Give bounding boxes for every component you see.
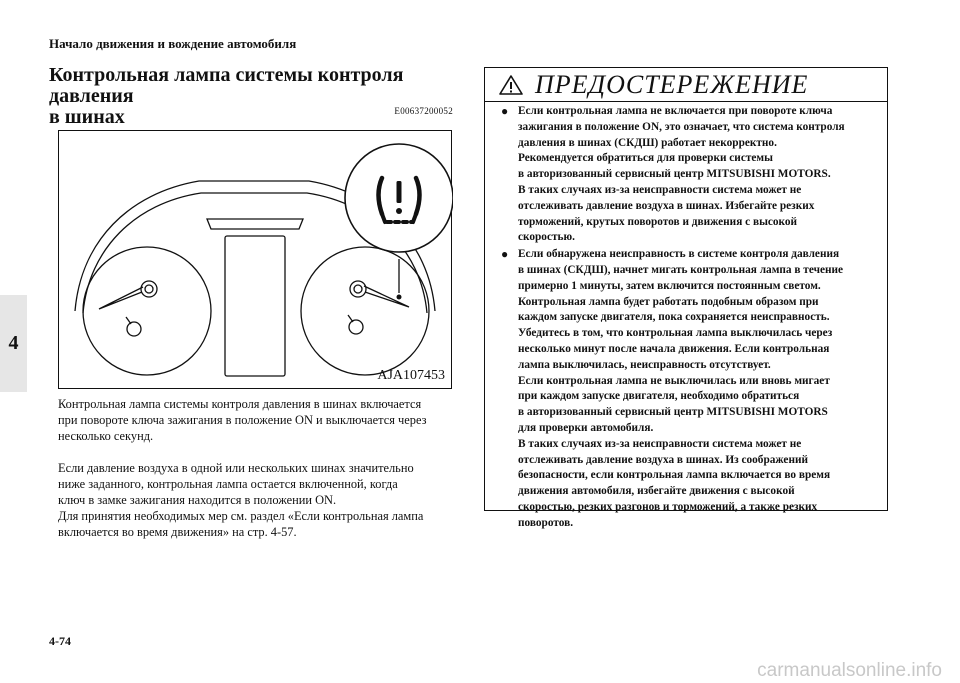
page-number: 4-74: [49, 634, 71, 648]
warning-line: Если контрольная лампа не выключилась или вновь мигает: [518, 374, 830, 387]
warning-item-1: [501, 104, 873, 246]
warning-line: поворотов.: [518, 516, 574, 529]
body-line: при повороте ключа зажигания в положение ON и выключается через: [58, 413, 427, 427]
warning-line: в авторизованный сервисный центр MITSUBISHI MOTORS: [518, 406, 828, 419]
warning-line: Если обнаружена неисправность в системе контроля давления: [518, 248, 840, 261]
warning-line: в шинах (СКДШ), начнет мигать контрольная лампа в течение: [518, 263, 843, 276]
section-title: [49, 65, 459, 128]
section-title-line1: Контрольная лампа системы контроля давления: [49, 64, 404, 107]
body-line: Если давление воздуха в одной или нескольких шинах значительно: [58, 461, 414, 475]
body-paragraph-1: [58, 396, 458, 444]
body-line: Контрольная лампа системы контроля давления в шинах включается: [58, 397, 422, 411]
warning-line: В таких случаях из-за неисправности система может не: [518, 437, 802, 450]
warning-line: отслеживать давление воздуха в шинах. Избегайте резких: [518, 199, 815, 212]
warning-line: Убедитесь в том, что контрольная лампа выключилась через: [518, 327, 833, 340]
body-line: Для принятия необходимых мер см. раздел «Если контрольная лампа: [58, 509, 424, 523]
warning-line: для проверки автомобиля.: [518, 421, 654, 434]
speedometer-gauge: [83, 247, 211, 375]
warning-title: ПРЕДОСТЕРЕЖЕНИЕ: [535, 70, 809, 99]
figure-label: AJA107453: [377, 368, 445, 383]
warning-line: безопасности, если контрольная лампа включается во время: [518, 469, 831, 482]
warning-line: несколько минут после начала движения. Если контрольная: [518, 342, 830, 355]
warning-line: В таких случаях из-за неисправности система может не: [518, 183, 802, 196]
body-line: включается во время движения» на стр. 4-57.: [58, 525, 297, 539]
body-line: ниже заданного, контрольная лампа остается включенной, когда: [58, 477, 398, 491]
warning-line: отслеживать давление воздуха в шинах. Из соображений: [518, 453, 808, 466]
warning-header: [485, 68, 887, 102]
warning-triangle-icon: [499, 75, 523, 95]
body-line: ключ в замке зажигания находится в положении ON.: [58, 493, 337, 507]
bullet-icon: ●: [501, 104, 509, 118]
running-header: Начало движения и вождение автомобиля: [49, 36, 297, 51]
warning-line: в авторизованный сервисный центр MITSUBISHI MOTORS.: [518, 168, 831, 181]
warning-body: [485, 102, 887, 533]
warning-box: [484, 67, 888, 529]
tire-pressure-warning-icon: [345, 144, 453, 252]
warning-line: лампа выключилась, неисправность отсутствует.: [518, 358, 771, 371]
warning-line: Контрольная лампа будет работать подобным образом при: [518, 295, 819, 308]
warning-line: примерно 1 минуты, затем включится постоянным светом.: [518, 279, 821, 292]
chapter-tab: 4: [0, 295, 27, 392]
warning-line: торможений, крутых поворотов и движения с высокой: [518, 215, 798, 228]
warning-line: каждом запуске двигателя, пока сохраняется неисправность.: [518, 311, 830, 324]
section-title-line2: в шинах: [49, 106, 125, 128]
warning-line: Если контрольная лампа не включается при повороте ключа: [518, 105, 833, 117]
cluster-illustration: [59, 131, 453, 390]
warning-line: при каждом запуске двигателя, необходимо обратиться: [518, 390, 800, 403]
warning-line: давления в шинах (СКДШ) работает некорректно.: [518, 136, 777, 149]
body-line: несколько секунд.: [58, 429, 154, 443]
warning-line: движения автомобиля, избегайте движения с высокой: [518, 485, 795, 498]
warning-line: скоростью.: [518, 231, 575, 244]
center-display: [225, 236, 285, 376]
section-code: E00637200052: [394, 106, 453, 116]
bullet-icon: ●: [501, 247, 509, 262]
warning-line: зажигания в положение ON, это означает, что система контроля: [518, 120, 845, 133]
body-paragraph-2: [58, 460, 458, 540]
warning-item-2: [501, 247, 873, 531]
instrument-cluster-figure: [58, 130, 452, 389]
warning-line: скоростью, резких разгонов и торможений, а также резких: [518, 500, 818, 513]
tachometer-gauge: [301, 247, 429, 375]
footer-watermark[interactable]: carmanualsonline.info: [757, 660, 942, 681]
warning-line: Рекомендуется обратиться для проверки системы: [518, 152, 773, 165]
